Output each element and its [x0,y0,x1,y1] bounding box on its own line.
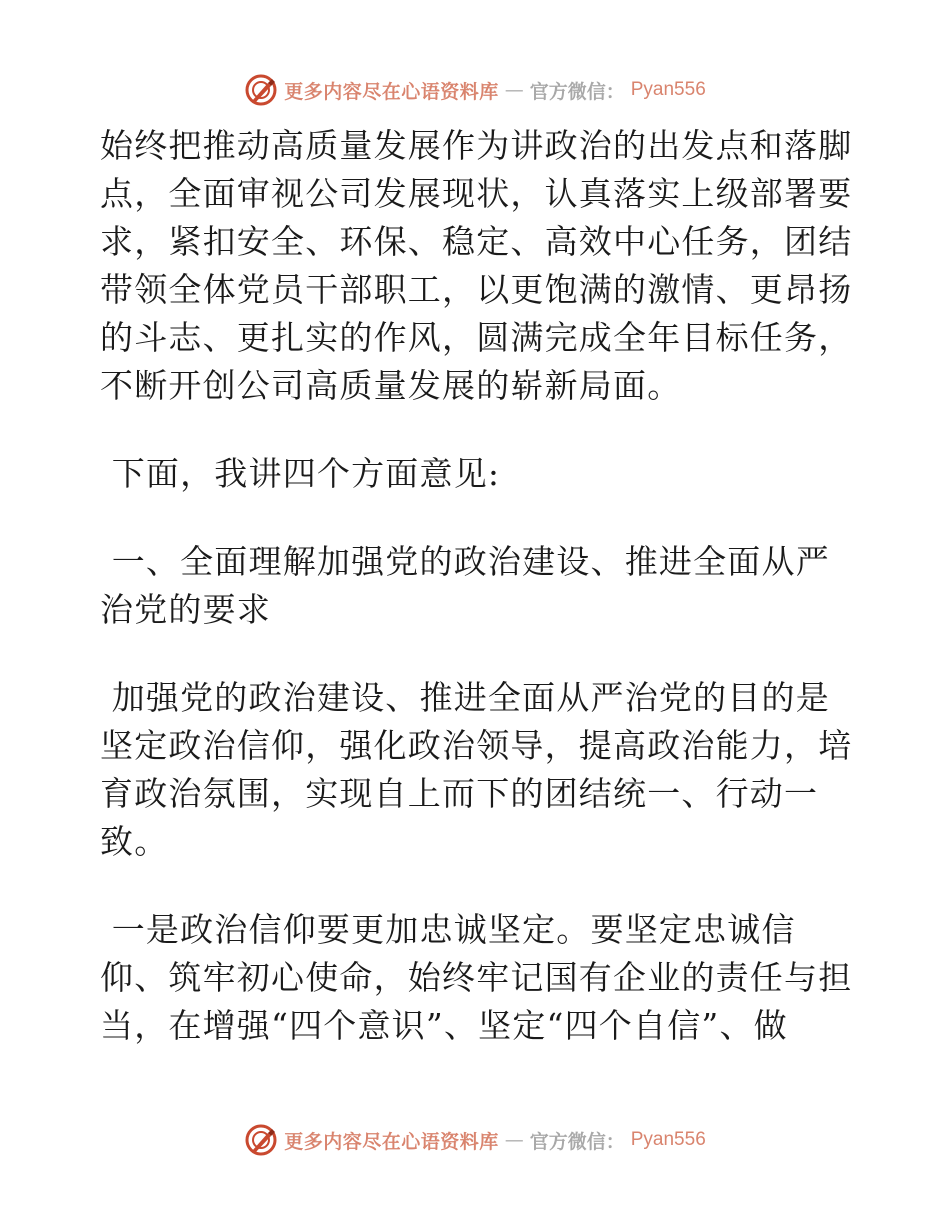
text-line: 致。 [100,822,169,861]
watermark-site-text: 更多内容尽在心语资料库 [284,80,499,103]
watermark-id: Pyan556 [630,1129,706,1150]
watermark-label: 官方微信： [529,1130,625,1153]
text-line: 加强党的政治建设、推进全面从严治党的目的是 [100,678,830,717]
watermark-label: 官方微信： [529,80,625,103]
text-line: 下面，我讲四个方面意见: [100,454,501,493]
watermark-header [0,70,950,110]
logo-pen-icon [244,1123,278,1157]
text-line: 一、全面理解加强党的政治建设、推进全面从严 [100,542,830,581]
text-line: 不断开创公司高质量发展的崭新局面。 [100,366,682,405]
text-line: 坚定政治信仰，强化政治领导，提高政治能力，培 [100,726,853,765]
paragraph [100,906,860,1050]
text-line: 求，紧扣安全、环保、稳定、高效中心任务，团结 [100,222,853,261]
paragraph [100,450,860,498]
text-line: 一是政治信仰要更加忠诚坚定。要坚定忠诚信 [100,910,796,949]
text-line: 育政治氛围，实现自上而下的团结统一、行动一 [100,774,819,813]
text-line: 的斗志、更扎实的作风，圆满完成全年目标任务， [100,318,853,357]
text-line: 当，在增强“四个意识”、坚定“四个自信”、做 [100,1006,788,1045]
text-line: 仰、筑牢初心使命，始终牢记国有企业的责任与担 [100,958,853,997]
text-line: 点，全面审视公司发展现状，认真落实上级部署要 [100,174,853,213]
paragraph [100,674,860,866]
watermark-dash: — [504,79,524,101]
section-heading [100,538,860,634]
watermark-site-text: 更多内容尽在心语资料库 [284,1130,499,1153]
watermark-dash: — [504,1129,524,1151]
watermark-id: Pyan556 [630,79,706,100]
text-line: 带领全体党员干部职工，以更饱满的激情、更昂扬 [100,270,853,309]
watermark-footer [0,1120,950,1160]
text-line: 治党的要求 [100,590,271,629]
logo-pen-icon [244,73,278,107]
paragraph [100,122,860,410]
document-body [100,122,860,1050]
text-line: 始终把推动高质量发展作为讲政治的出发点和落脚 [100,126,853,165]
